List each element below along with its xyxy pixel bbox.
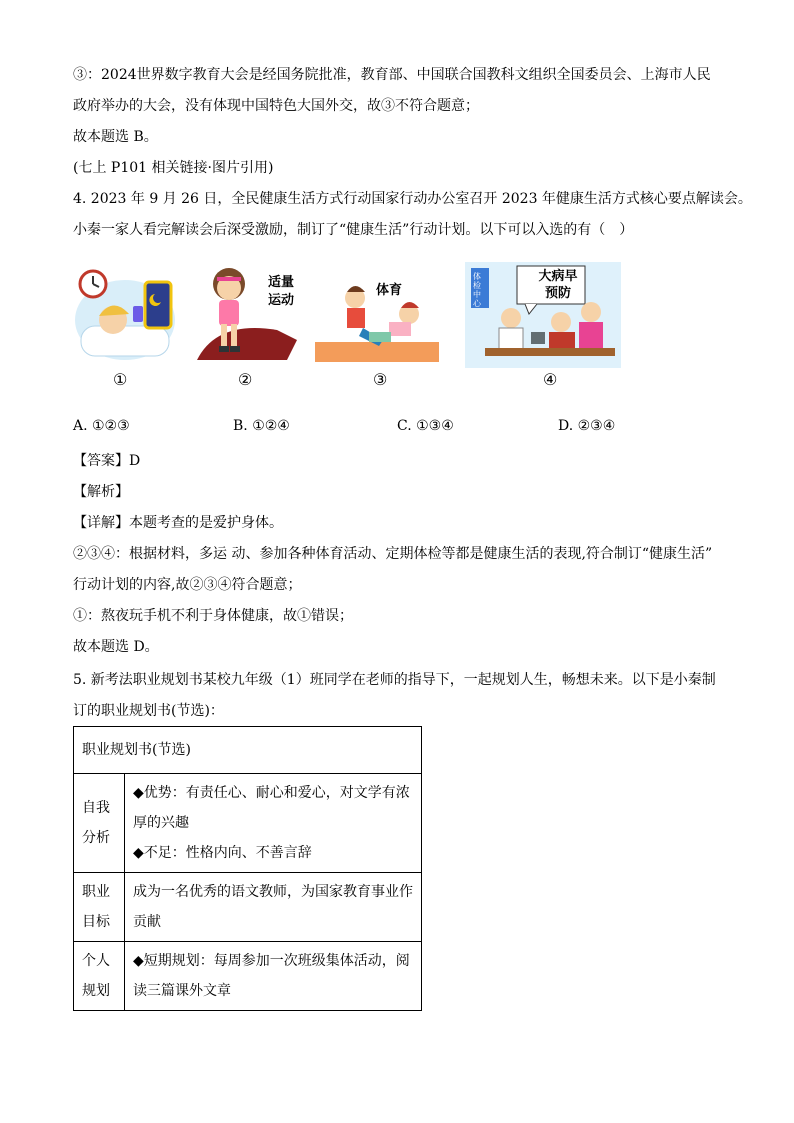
option-c[interactable]: C. ①③④ [397,418,454,434]
phone-icon [133,306,143,322]
row-content: 成为一名优秀的语文教师，为国家教育事业作 贡献 [125,873,422,942]
picture-3-caption: 体育 [376,283,403,298]
answer-label: 【答案】D [73,453,141,469]
option-b[interactable]: B. ①②④ [233,418,290,434]
textbook-reference: (七上 P101 相关链接·图片引用) [73,160,274,176]
blood-pressure-monitor [531,332,545,344]
table-row [74,873,422,942]
conclusion-q4: 故本题选 D。 [73,639,159,655]
picture-2-caption: 适量 运动 [268,275,295,308]
picture-4-sign: 体检中心 [473,272,481,308]
table-row [74,774,422,873]
picture-3-pe [313,262,441,366]
question-5-stem-line-2: 订的职业规划书(节选)： [73,703,224,719]
option-d[interactable]: D. ②③④ [558,418,616,434]
table-row [74,942,422,1011]
row-content: ◆优势：有责任心、耐心和爱心，对文学有浓 厚的兴趣 ◆不足：性格内向、不善言辞 [125,774,422,873]
picture-1-bedtime [73,262,183,366]
picture-3-number: ③ [373,370,388,389]
reasoning-line-1: ②③④：根据材料，多运 动、参加各种体育活动、定期体检等都是健康生活的表现,符合制订“健康生活” [73,546,713,562]
detail-line: 【详解】本题考查的是爱护身体。 [73,515,283,531]
question-4-stem-line-2: 小秦一家人看完解读会后深受激励，制订了“健康生活”行动计划。以下可以入选的有（ ） [73,222,634,238]
question-4-stem-line-1: 4. 2023 年 9 月 26 日，全民健康生活方式行动国家行动办公室召开 2023 年健康生活方式核心要点解读会。 [73,191,752,207]
question-5-stem-line-1: 5. 新考法职业规划书某校九年级（1）班同学在老师的指导下，一起规划人生，畅想未来。以下是小秦制 [73,672,716,688]
reasoning-line-2: 行动计划的内容,故②③④符合题意； [73,577,302,593]
picture-1-number: ① [113,370,128,389]
row-content: ◆短期规划：每周参加一次班级集体活动，阅 读三篇课外文章 [125,942,422,1011]
picture-2-number: ② [238,370,253,389]
row-label: 自我 分析 [74,774,125,873]
row-label: 个人 规划 [74,942,125,1011]
table-title: 职业规划书(节选) [74,727,422,774]
career-plan-table [73,726,422,1011]
row-label: 职业 目标 [74,873,125,942]
reasoning-line-3: ①：熬夜玩手机不利于身体健康，故①错误； [73,608,353,624]
picture-4-caption: 大病早 预防 [538,269,578,301]
picture-4-number: ④ [543,370,558,389]
conclusion-q3: 故本题选 B。 [73,129,158,145]
analysis-label: 【解析】 [73,484,129,500]
option-3-explanation-line-2: 政府举办的大会，没有体现中国特色大国外交，故③不符合题意； [73,98,479,114]
option-3-explanation-line-1: ③：2024世界数字教育大会是经国务院批准，教育部、中国联合国教科文组织全国委员会、上海市人民 [73,67,711,83]
question-4-options [73,418,723,442]
question-4-pictures [73,262,633,402]
option-a[interactable]: A. ①②③ [73,418,130,434]
